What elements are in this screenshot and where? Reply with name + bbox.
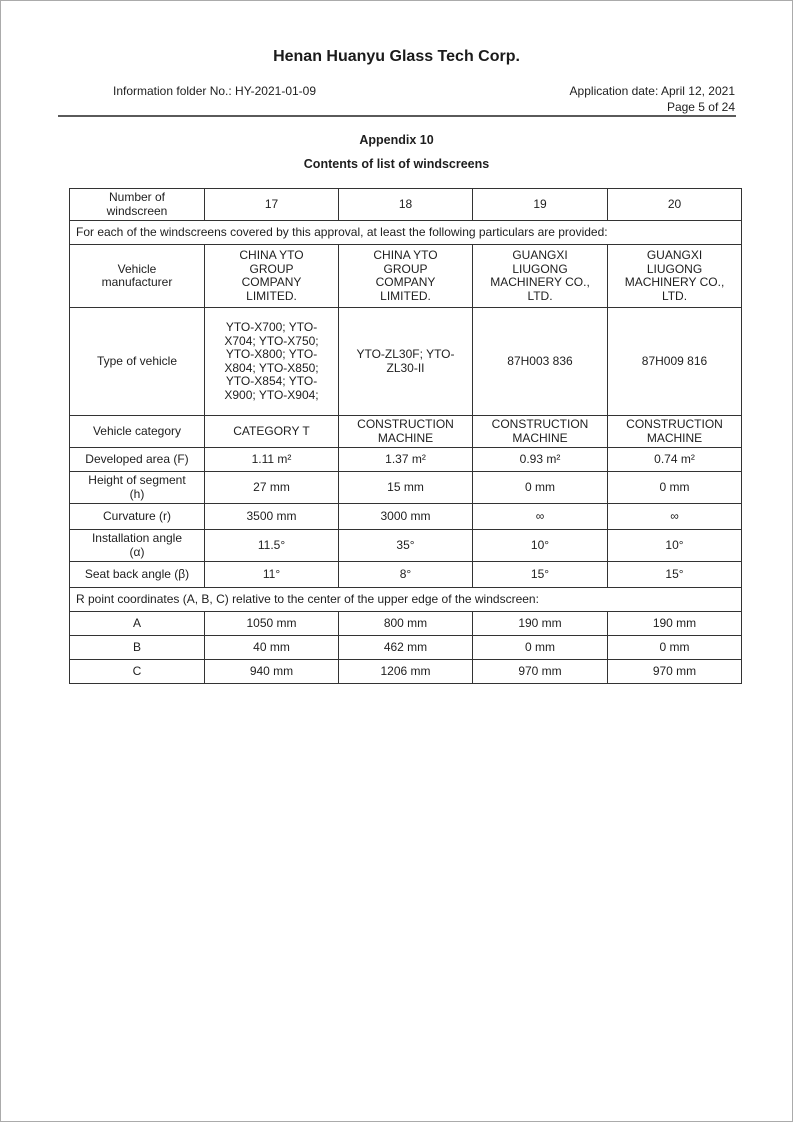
document-page	[1, 48, 792, 684]
cell-value: ∞	[608, 504, 742, 530]
cell-value: 3500 mm	[205, 504, 339, 530]
row-label: Vehicle category	[70, 416, 205, 448]
row-label: Height of segment (h)	[70, 472, 205, 504]
cell-value: YTO-ZL30F; YTO-ZL30-II	[339, 308, 473, 416]
row-label: Curvature (r)	[70, 504, 205, 530]
table-row-coordinate-a	[70, 612, 742, 636]
cell-value: 800 mm	[339, 612, 473, 636]
cell-value: YTO-X700; YTO-X704; YTO-X750; YTO-X800; YTO-X804; YTO-X850; YTO-X854; YTO-X900; YTO-X904;	[205, 308, 339, 416]
header-meta-row	[58, 84, 735, 98]
table-row-note	[70, 221, 742, 245]
cell-value: 40 mm	[205, 636, 339, 660]
appendix-title: Appendix 10	[359, 133, 434, 147]
cell-value: 190 mm	[473, 612, 608, 636]
cell-value: 10°	[608, 530, 742, 562]
row-label: Number of windscreen	[70, 189, 205, 221]
table-row-curvature	[70, 504, 742, 530]
page-title: Henan Huanyu Glass Tech Corp.	[273, 48, 520, 65]
cell-value: CONSTRUCTION MACHINE	[608, 416, 742, 448]
approval-note: For each of the windscreens covered by this approval, at least the following particulars are provided:	[70, 221, 742, 245]
table-row-vehicle-category	[70, 416, 742, 448]
cell-value: 0 mm	[473, 636, 608, 660]
cell-value: 970 mm	[608, 660, 742, 684]
row-label: Developed area (F)	[70, 448, 205, 472]
cell-value: 0 mm	[608, 636, 742, 660]
row-label: A	[70, 612, 205, 636]
windscreen-number-20: 20	[608, 189, 742, 221]
cell-value: CATEGORY T	[205, 416, 339, 448]
cell-value: CONSTRUCTION MACHINE	[339, 416, 473, 448]
cell-value: 940 mm	[205, 660, 339, 684]
cell-value: 87H009 816	[608, 308, 742, 416]
table-row-vehicle-manufacturer	[70, 245, 742, 308]
cell-value: GUANGXI LIUGONG MACHINERY CO., LTD.	[608, 245, 742, 308]
cell-value: 3000 mm	[339, 504, 473, 530]
cell-value: 0.93 m²	[473, 448, 608, 472]
table-row-seat-back-angle	[70, 562, 742, 588]
header-divider	[58, 115, 736, 117]
cell-value: 462 mm	[339, 636, 473, 660]
cell-value: CHINA YTO GROUP COMPANY LIMITED.	[205, 245, 339, 308]
cell-value: 0 mm	[473, 472, 608, 504]
cell-value: 1.11 m²	[205, 448, 339, 472]
row-label: B	[70, 636, 205, 660]
page-number: Page 5 of 24	[666, 100, 735, 114]
info-folder-number: Information folder No.: HY-2021-01-09	[113, 84, 317, 98]
table-row-coordinate-c	[70, 660, 742, 684]
cell-value: 35°	[339, 530, 473, 562]
row-label: Installation angle (α)	[70, 530, 205, 562]
cell-value: 11°	[205, 562, 339, 588]
cell-value: 8°	[339, 562, 473, 588]
cell-value: 10°	[473, 530, 608, 562]
table-row-installation-angle	[70, 530, 742, 562]
row-label: Type of vehicle	[70, 308, 205, 416]
application-date: Application date: April 12, 2021	[569, 84, 735, 98]
cell-value: 15°	[473, 562, 608, 588]
cell-value: 87H003 836	[473, 308, 608, 416]
row-label: Vehicle manufacturer	[70, 245, 205, 308]
table-row-type-of-vehicle	[70, 308, 742, 416]
table-row-number-of-windscreen	[70, 189, 742, 221]
cell-value: 15°	[608, 562, 742, 588]
row-label: Seat back angle (β)	[70, 562, 205, 588]
row-label: C	[70, 660, 205, 684]
table-row-coordinate-b	[70, 636, 742, 660]
cell-value: ∞	[473, 504, 608, 530]
cell-value: 15 mm	[339, 472, 473, 504]
windscreen-number-19: 19	[473, 189, 608, 221]
cell-value: 1.37 m²	[339, 448, 473, 472]
windscreen-number-18: 18	[339, 189, 473, 221]
cell-value: 0.74 m²	[608, 448, 742, 472]
cell-value: 27 mm	[205, 472, 339, 504]
contents-subtitle: Contents of list of windscreens	[303, 157, 490, 171]
cell-value: 1206 mm	[339, 660, 473, 684]
table-row-developed-area	[70, 448, 742, 472]
cell-value: CHINA YTO GROUP COMPANY LIMITED.	[339, 245, 473, 308]
cell-value: GUANGXI LIUGONG MACHINERY CO., LTD.	[473, 245, 608, 308]
table-row-height-of-segment	[70, 472, 742, 504]
cell-value: CONSTRUCTION MACHINE	[473, 416, 608, 448]
cell-value: 11.5°	[205, 530, 339, 562]
cell-value: 190 mm	[608, 612, 742, 636]
table-row-rpoint-note	[70, 588, 742, 612]
cell-value: 1050 mm	[205, 612, 339, 636]
windscreen-number-17: 17	[205, 189, 339, 221]
cell-value: 0 mm	[608, 472, 742, 504]
r-point-note: R point coordinates (A, B, C) relative to the center of the upper edge of the windscreen:	[70, 588, 742, 612]
cell-value: 970 mm	[473, 660, 608, 684]
windscreens-table	[69, 188, 742, 684]
